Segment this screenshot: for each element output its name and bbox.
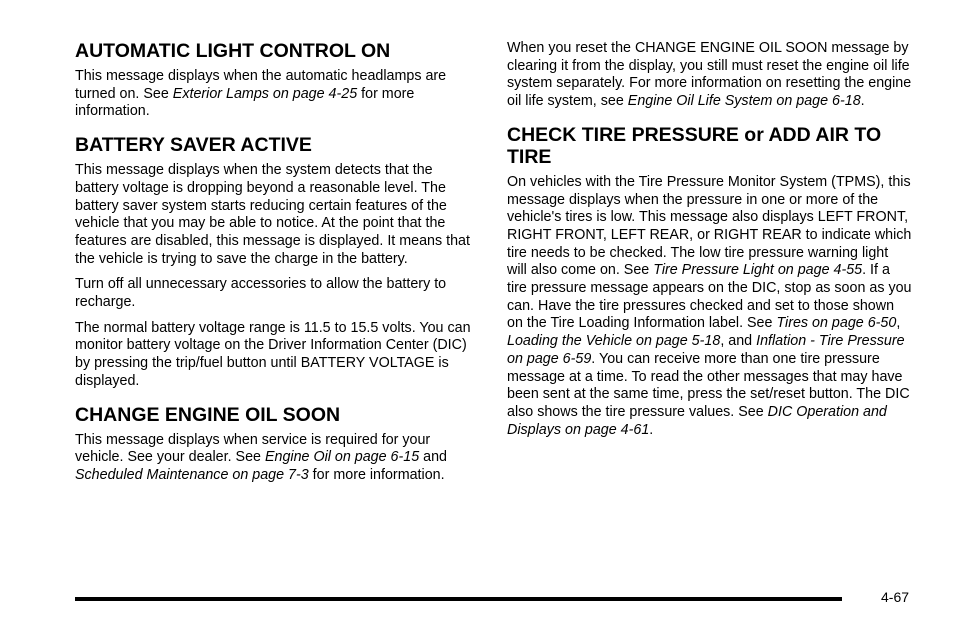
cross-reference-link: Tire Pressure Light on page 4-55: [653, 262, 863, 279]
body-paragraph: [75, 68, 480, 121]
section-heading: CHECK TIRE PRESSURE or ADD AIR TO TIRE: [507, 123, 882, 168]
body-paragraph: [507, 40, 912, 111]
body-paragraph: [507, 174, 912, 440]
cross-reference-link: DIC Operation and Displays on page 4-61: [507, 403, 887, 438]
text: .: [860, 93, 865, 110]
cross-reference-link: Scheduled Maintenance on page 7-3: [75, 466, 309, 483]
section-engine-oil-reset-note: [507, 40, 912, 111]
text: This message displays when service is required for your vehicle. See your dealer. See: [75, 431, 431, 466]
section-heading: BATTERY SAVER ACTIVE: [75, 134, 312, 157]
text: for more information.: [308, 466, 445, 483]
right-column: [507, 40, 912, 452]
left-column: [75, 40, 480, 498]
cross-reference-link: Engine Oil Life System on page 6-18: [627, 93, 861, 110]
section-automatic-light-control: [75, 40, 480, 121]
body-paragraph: [75, 432, 480, 485]
cross-reference-link: Inflation - Tire Pressure on page 6-59: [507, 333, 905, 367]
section-change-engine-oil-soon: [75, 404, 480, 485]
text: for more information.: [75, 85, 415, 120]
body-paragraph: The normal battery voltage range is 11.5 to 15.5 volts. You can monitor battery voltage on the Driver Information Center (DIC) by pressing the trip/fuel button until BATTERY VOLTAGE is displayed.: [75, 319, 471, 389]
section-heading: AUTOMATIC LIGHT CONTROL ON: [75, 40, 391, 62]
text: .: [649, 421, 654, 438]
text: and: [419, 449, 447, 466]
body-paragraph: Turn off all unnecessary accessories to allow the battery to recharge.: [75, 276, 447, 311]
text: . If a tire pressure message appears on the DIC, stop as soon as you can. Have the tire pressures checked and set to those shown on the Tire Loading Information label. See: [507, 262, 912, 332]
section-check-tire-pressure: [507, 124, 912, 440]
page-number: 4-67: [881, 589, 910, 605]
text: , and: [720, 333, 757, 350]
text: . You can receive more than one tire pressure message at a time. To read the other messages that may have been sent at the same time, press the set/reset button. The DIC also shows the tire pressure values. See: [507, 350, 910, 420]
body-paragraph: This message displays when the system detects that the battery voltage is dropping beyond a reasonable level. The battery saver system starts reducing certain features of the vehicle that you may be able to notice. At the point that the features are disabled, this message is displayed. It means that the vehicle is trying to save the charge in the battery.: [75, 162, 470, 267]
footer-rule: [75, 597, 842, 601]
cross-reference-link: Exterior Lamps on page 4-25: [172, 85, 358, 102]
cross-reference-link: Engine Oil on page 6-15: [264, 449, 420, 466]
section-heading: CHANGE ENGINE OIL SOON: [75, 403, 341, 426]
text: This message displays when the automatic headlamps are turned on. See: [75, 68, 447, 102]
cross-reference-link: Loading the Vehicle on page 5-18: [507, 333, 721, 350]
section-battery-saver-active: [75, 134, 480, 390]
text: When you reset the CHANGE ENGINE OIL SOON message by clearing it from the display, you still must reset the engine oil life system separately. For more information on resetting the engine oil life system, see: [507, 40, 912, 110]
text: ,: [896, 315, 901, 332]
text: On vehicles with the Tire Pressure Monitor System (TPMS), this message displays when the pressure in one or more of the vehicle's tires is low. This message also displays LEFT FRONT, RIGHT FRONT, LEFT REAR, or RIGHT REAR to indicate which tire needs to be checked. The low tire pressure warning light will also come on. See: [507, 173, 912, 279]
cross-reference-link: Tires on page 6-50: [776, 315, 897, 332]
